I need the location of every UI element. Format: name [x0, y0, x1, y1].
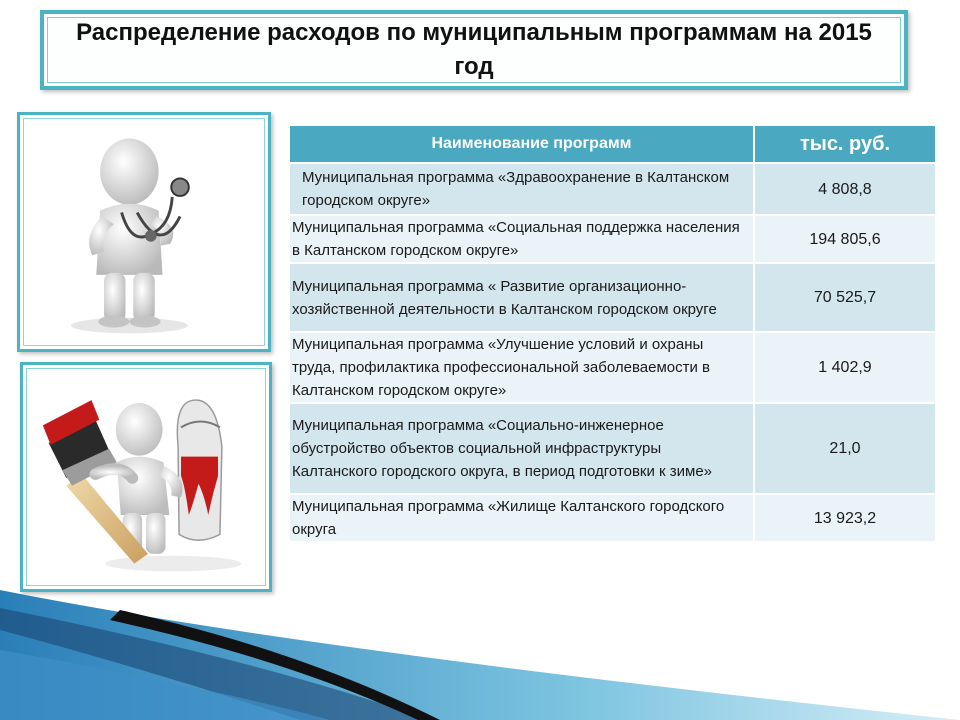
- program-name: Муниципальная программа «Улучшение условий и охраны труда, профилактика профессиональной заболеваемости в Калтанском городском округе»: [290, 332, 754, 403]
- program-amount: 194 805,6: [754, 215, 936, 263]
- painter-figure-icon: [27, 369, 265, 585]
- table-row: [290, 215, 936, 263]
- decorative-stripe: [0, 590, 960, 720]
- doctor-figure-icon: [24, 119, 264, 345]
- program-name: Муниципальная программа «Здравоохранение в Калтанском городском округе»: [290, 163, 754, 215]
- program-amount: 70 525,7: [754, 263, 936, 332]
- title-inner: [47, 17, 901, 83]
- header-program-name: Наименование программ: [290, 126, 754, 163]
- program-name: Муниципальная программа «Социальная поддержка населения в Калтанском городском округе»: [290, 215, 754, 263]
- table-row: [290, 494, 936, 541]
- program-amount: 13 923,2: [754, 494, 936, 541]
- table-row: [290, 403, 936, 494]
- doctor-picture: [23, 118, 265, 346]
- painter-picture-frame: [20, 362, 272, 592]
- programs-table: [290, 126, 937, 541]
- program-amount: 1 402,9: [754, 332, 936, 403]
- table-row: [290, 163, 936, 215]
- program-amount: 21,0: [754, 403, 936, 494]
- title-box: [40, 10, 908, 90]
- table-row: [290, 263, 936, 332]
- program-name: Муниципальная программа « Развитие организационно-хозяйственной деятельности в Калтанском городском округе: [290, 263, 754, 332]
- program-name: Муниципальная программа «Социально-инженерное обустройство объектов социальной инфраструктуры Калтанского городского округа, в период подготовки к зиме»: [290, 403, 754, 494]
- header-amount: тыс. руб.: [754, 126, 936, 163]
- doctor-picture-frame: [17, 112, 271, 352]
- program-name: Муниципальная программа «Жилище Калтанского городского округа: [290, 494, 754, 541]
- painter-picture: [26, 368, 266, 586]
- program-amount: 4 808,8: [754, 163, 936, 215]
- slide-title: Распределение расходов по муниципальным программам на 2015 год: [76, 19, 872, 80]
- table-header-row: [290, 126, 936, 163]
- table-row: [290, 332, 936, 403]
